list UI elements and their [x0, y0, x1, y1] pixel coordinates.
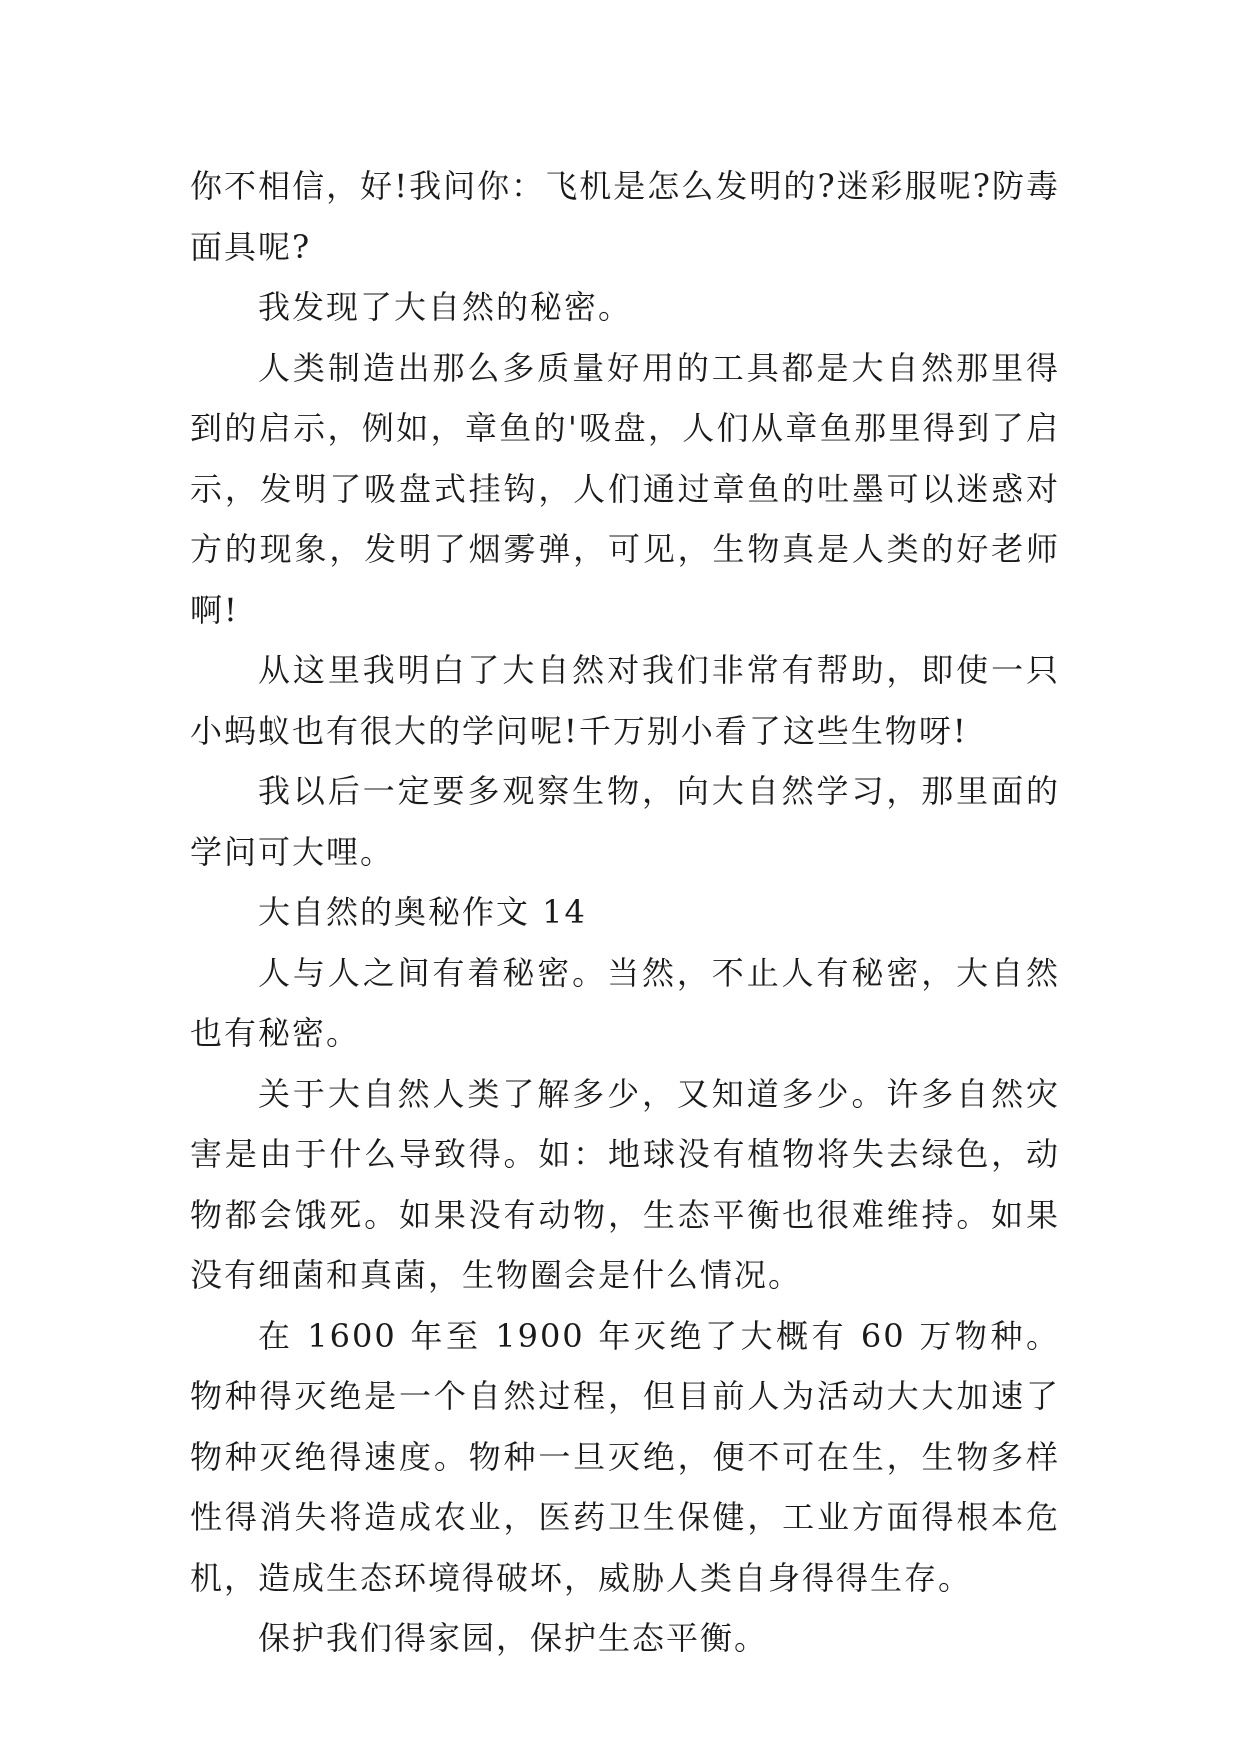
paragraph-8: 关于大自然人类了解多少，又知道多少。许多自然灾害是由于什么导致得。如：地球没有植物将失去绿色，动物都会饿死。如果没有动物，生态平衡也很难维持。如果没有细菌和真菌，生物圈会是什么情况。: [190, 1074, 1060, 1294]
section-heading: 大自然的奥秘作文 14: [258, 893, 587, 931]
paragraph-7: 人与人之间有着秘密。当然，不止人有秘密，大自然也有秘密。: [190, 953, 1060, 1052]
paragraph-10: 保护我们得家园，保护生态平衡。: [258, 1619, 769, 1657]
document-page: [190, 156, 1060, 1669]
paragraph-4: 从这里我明白了大自然对我们非常有帮助，即使一只小蚂蚁也有很大的学问呢!千万别小看了这些生物呀!: [190, 651, 1060, 750]
paragraph-9: 在 1600 年至 1900 年灭绝了大概有 60 万物种。物种得灭绝是一个自然过程，但目前人为活动大大加速了物种灭绝得速度。物种一旦灭绝，便不可在生，生物多样性得消失将造成农业，医药卫生保健，工业方面得根本危机，造成生态环境得破坏，威胁人类自身得得生存。: [190, 1316, 1060, 1597]
paragraph-1: 你不相信，好!我问你：飞机是怎么发明的?迷彩服呢?防毒面具呢?: [190, 167, 1060, 266]
paragraph-5: 我以后一定要多观察生物，向大自然学习，那里面的学问可大哩。: [190, 772, 1060, 871]
paragraph-2: 我发现了大自然的秘密。: [258, 288, 633, 326]
paragraph-3: 人类制造出那么多质量好用的工具都是大自然那里得到的启示，例如，章鱼的'吸盘，人们从章鱼那里得到了启示，发明了吸盘式挂钩，人们通过章鱼的吐墨可以迷惑对方的现象，发明了烟雾弹，可见，生物真是人类的好老师啊!: [190, 348, 1060, 629]
